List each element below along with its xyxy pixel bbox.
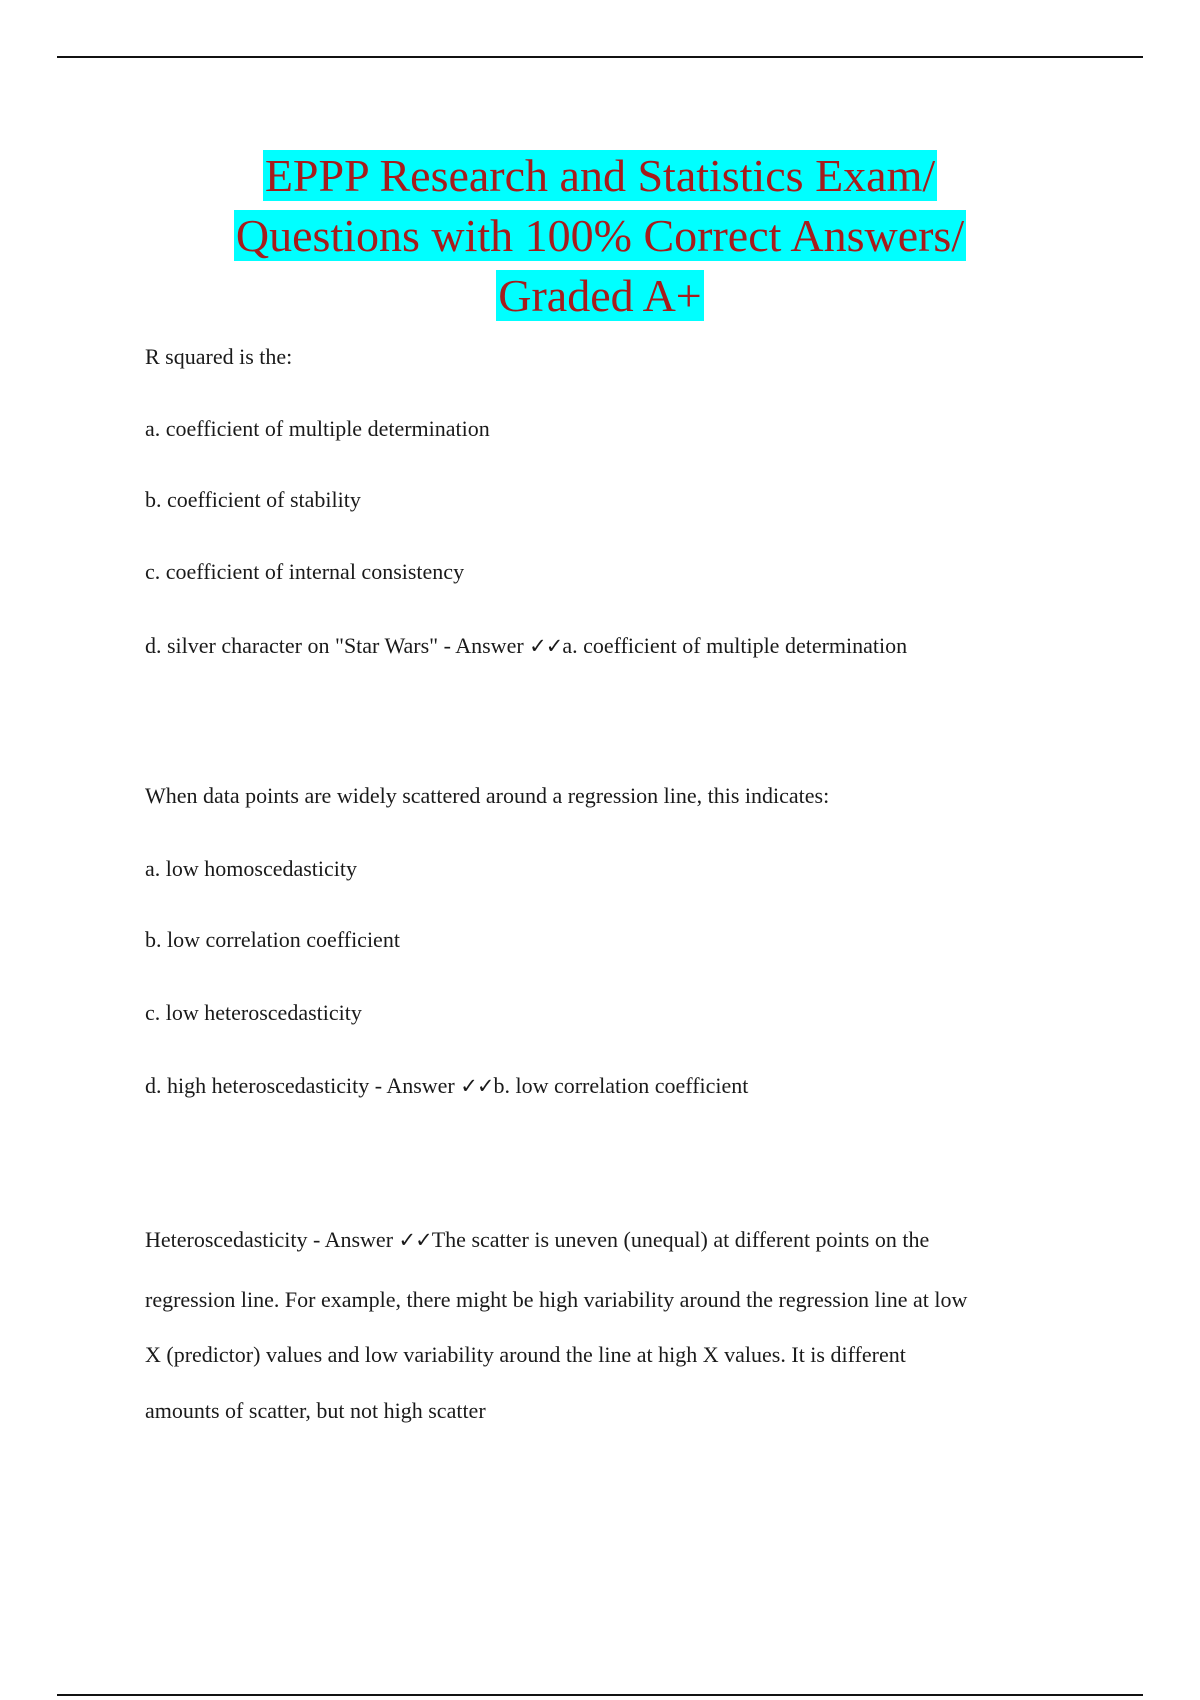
q2-option-a: a. low homoscedasticity bbox=[145, 856, 358, 881]
q2-option-d-text: d. high heteroscedasticity - Answer bbox=[145, 1073, 461, 1098]
top-rule bbox=[57, 56, 1143, 58]
check-icon: ✓✓ bbox=[398, 1228, 432, 1252]
q1-option-d bbox=[145, 632, 1065, 660]
q3-line-3: X (predictor) values and low variability around the line at high X values. It is different bbox=[145, 1342, 906, 1367]
check-icon: ✓✓ bbox=[529, 634, 563, 658]
check-icon: ✓✓ bbox=[460, 1074, 494, 1098]
q1-option-d-text: d. silver character on "Star Wars" - Answer bbox=[145, 633, 530, 658]
q1-option-c: c. coefficient of internal consistency bbox=[145, 559, 465, 584]
q2-option-d bbox=[145, 1072, 1065, 1100]
q2-option-c: c. low heteroscedasticity bbox=[145, 1000, 362, 1025]
q3-line-1 bbox=[145, 1226, 1065, 1254]
q2-stem: When data points are widely scattered around a regression line, this indicates: bbox=[145, 783, 830, 808]
title-line-1: EPPP Research and Statistics Exam/ bbox=[264, 150, 936, 201]
q3-answer-line-1: The scatter is uneven (unequal) at different points on the bbox=[431, 1227, 930, 1252]
q1-option-b: b. coefficient of stability bbox=[145, 487, 361, 512]
q3-term: Heteroscedasticity - Answer bbox=[145, 1227, 399, 1252]
q3-line-4: amounts of scatter, but not high scatter bbox=[145, 1398, 486, 1423]
document-title bbox=[0, 146, 1200, 326]
q1-answer: a. coefficient of multiple determination bbox=[562, 633, 908, 658]
q1-option-a: a. coefficient of multiple determination bbox=[145, 416, 490, 441]
q2-answer: b. low correlation coefficient bbox=[493, 1073, 749, 1098]
q2-option-b: b. low correlation coefficient bbox=[145, 927, 400, 952]
title-line-2: Questions with 100% Correct Answers/ bbox=[235, 210, 965, 261]
q1-stem: R squared is the: bbox=[145, 344, 293, 369]
q3-line-2: regression line. For example, there might be high variability around the regression line at low bbox=[145, 1287, 968, 1312]
bottom-rule bbox=[57, 1694, 1143, 1696]
title-line-3: Graded A+ bbox=[498, 270, 702, 321]
